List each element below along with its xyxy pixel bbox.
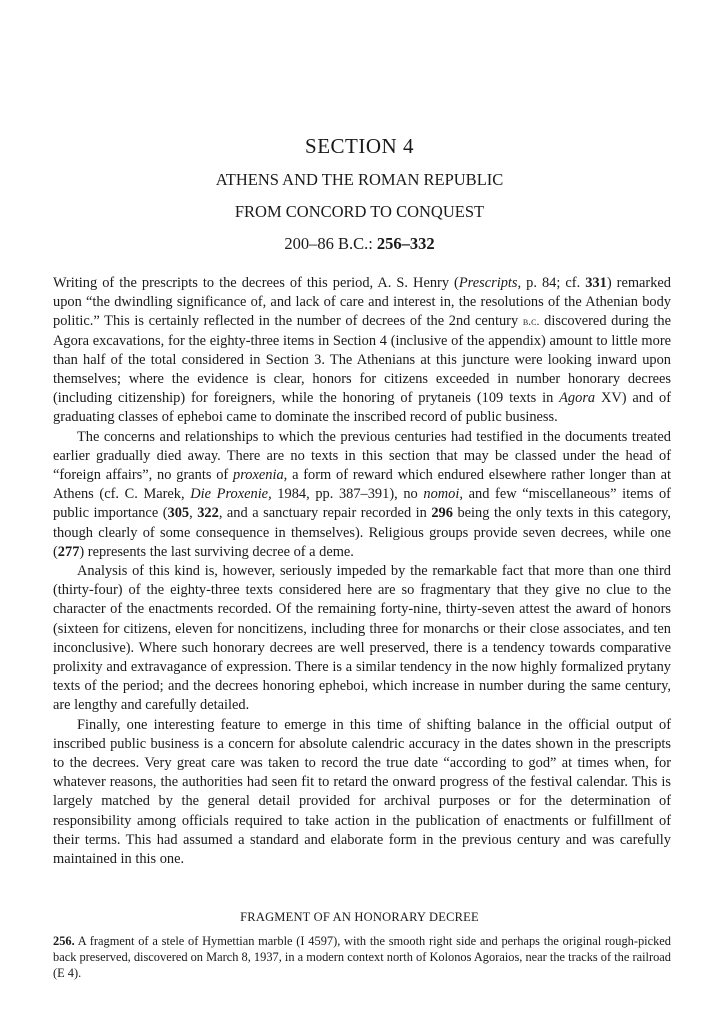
decree-reference: 296: [431, 505, 453, 522]
text-run: discovered during the Agora excavations, for the eighty-three items in Section 4 (inclusive of the appendix) amount to little more than half of the total considered in Section 3. The Athenians at this juncture were looking inward upon themselves; where the evidence is clear, honors for citizens exceeded in number honorary decrees (including citizenship) for foreigners, while the honoring of prytaneis (109 texts in: [53, 313, 672, 407]
date-range-text: 200–86 B.C.:: [284, 234, 373, 253]
paragraph-2: [53, 428, 671, 562]
text-run: a form of reward which endured elsewhere rather longer than at Athens (cf. C. Marek,: [53, 467, 672, 503]
text-run: The concerns and relationships to which the previous centuries had testified in the documents treated earlier gradually died away. There are no texts in this section that may be classed under the head of “foreign affairs”, no grants of: [53, 428, 671, 484]
entry-description: A fragment of a stele of Hymettian marble (I 4597), with the smooth right side and perhaps the original rough-picked back preserved, discovered on March 8, 1937, in a modern context north of Kolonos Agoraios, near the tracks of the railroad (E 4).: [53, 934, 671, 980]
entry-title: FRAGMENT OF AN HONORARY DECREE: [240, 910, 479, 924]
text-run: 1984, pp. 387–391), no: [271, 486, 424, 503]
italic-citation: Die Proxenie,: [190, 486, 272, 503]
paragraph-1: [53, 274, 671, 428]
section-date-range: [0, 234, 719, 254]
text-run: ,: [189, 505, 198, 522]
era-abbrev: b.c.: [522, 314, 540, 329]
body-text: [53, 274, 671, 869]
paragraph-3: Analysis of this kind is, however, seriously impeded by the remarkable fact that more than one third (thirty-four) of the eighty-three texts considered here are so fragmentary that they give no clue to the character of the enactments recorded. Of the remaining forty-nine, thirty-seven attest the award of honors (sixteen for citizens, eleven for noncitizens, including three for monarchs or their close associates, and ten inconclusive). Where such honorary decrees are well preserved, there is a tendency towards comparative prolixity and extravagance of expression. There is a similar tendency in the now highly formalized prytany texts of the period; and the decrees honoring epheboi, which increase in number during the same century, are lengthy and carefully detailed.: [53, 563, 671, 714]
decree-reference: 305: [167, 505, 190, 522]
italic-citation: Agora: [559, 390, 596, 407]
text-run: XV) and of graduating classes of epheboi came to dominate the inscribed record of public business.: [53, 390, 672, 426]
italic-citation: Prescripts,: [458, 275, 522, 291]
catalog-entry: [53, 933, 671, 981]
text-run: ) remarked upon “the dwindling significance of, and lack of care and interest in, the resolutions of the Athenian body politic.” This is certainly reflected in the number of decrees of the 2nd century: [53, 275, 671, 330]
text-run: being the only texts in this category, though clearly of some consequence in themselves). Religious groups provide seven decrees, while one (: [53, 505, 672, 560]
section-subtitle-2: FROM CONCORD TO CONQUEST: [234, 202, 485, 221]
text-run: and few “miscellaneous” items of public importance (: [53, 486, 671, 522]
decree-reference: 277: [57, 543, 80, 560]
italic-term: proxenia,: [233, 467, 288, 484]
text-run: Writing of the prescripts to the decrees of this period, A. S. Henry (: [53, 275, 459, 291]
text-run: ) represents the last surviving decree of a deme.: [79, 543, 354, 560]
number-range: 256–332: [376, 234, 435, 253]
decree-reference: 331: [585, 275, 607, 291]
entry-number: 256.: [53, 934, 75, 948]
section-subtitle-1: ATHENS AND THE ROMAN REPUBLIC: [215, 170, 504, 189]
decree-reference: 322: [197, 505, 219, 522]
section-heading: SECTION 4: [305, 134, 414, 158]
text-run: p. 84; cf.: [521, 275, 586, 291]
italic-term: nomoi,: [423, 486, 463, 503]
paragraph-4: Finally, one interesting feature to emerge in this time of shifting balance in the official output of inscribed public business is a concern for absolute calendric accuracy in the dates shown in the prescripts to the decrees. Very great care was taken to record the true date “according to god” at times when, for whatever reasons, the authorities had seen fit to retard the onward progress of the festival calendar. This is largely matched by the general detail provided for archival purposes or for the determination of responsibility among officials required to take action in the publication of enactments or fulfillment of their terms. This had assumed a standard and elaborate form in the previous century and was carefully maintained in this one.: [53, 716, 671, 868]
text-run: , and a sanctuary repair recorded in: [218, 505, 432, 522]
